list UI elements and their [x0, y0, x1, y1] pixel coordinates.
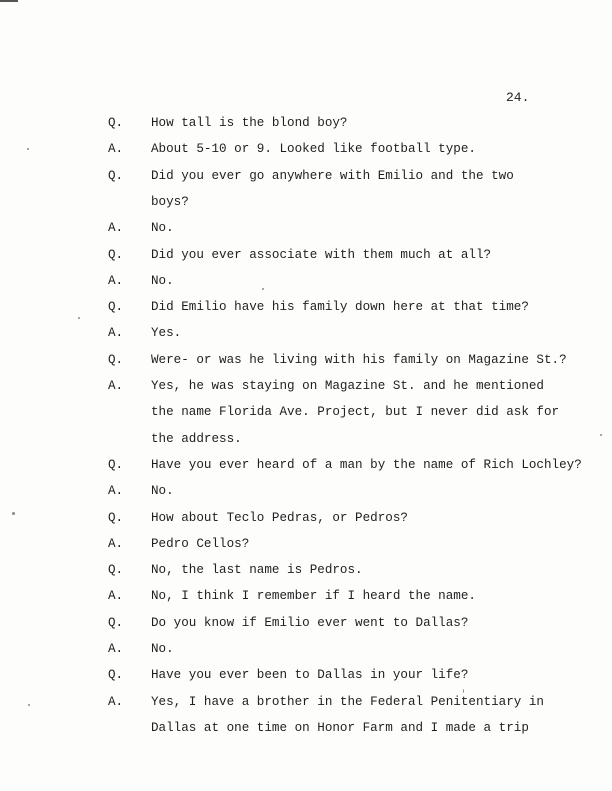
scan-speck [262, 288, 264, 290]
speaker-label: Q. [108, 300, 124, 315]
speaker-label: A. [108, 379, 124, 393]
speaker-label: Q. [108, 247, 124, 262]
page-number: 24. [506, 90, 530, 105]
line-text: Yes, he was staying on Magazine St. and he mentioned [151, 379, 544, 393]
line-text: Have you ever heard of a man by the name of Rich Lochley? [151, 457, 582, 472]
line-text: No, the last name is Pedros. [151, 563, 363, 578]
scan-speck [27, 148, 29, 150]
line-text: Did Emilio have his family down here at that time? [151, 300, 529, 315]
speaker-label: Q. [108, 615, 124, 630]
line-text: boys? [151, 194, 189, 209]
line-text: No. [151, 484, 174, 499]
scan-speck [12, 512, 15, 515]
line-text: Did you ever associate with them much at all? [151, 247, 492, 262]
line-text: No, I think I remember if I heard the name. [151, 589, 476, 604]
line-text: No. [151, 273, 174, 288]
speaker-label: A. [108, 326, 124, 341]
speaker-label: A. [108, 642, 124, 656]
speaker-label: A. [108, 589, 124, 604]
line-text: How tall is the blond boy? [151, 116, 348, 130]
speaker-label: Q. [108, 510, 124, 525]
line-text: How about Teclo Pedras, or Pedros? [151, 510, 408, 525]
speaker-label: Q. [108, 668, 124, 683]
speaker-label: A. [108, 273, 124, 288]
line-text: About 5-10 or 9. Looked like football type. [151, 142, 476, 157]
line-text: Dallas at one time on Honor Farm and I made a trip [151, 720, 529, 735]
scan-speck [463, 689, 464, 693]
scan-edge-mark [0, 0, 18, 2]
speaker-label: A. [108, 694, 124, 709]
line-text: Yes, I have a brother in the Federal Penitentiary in [151, 694, 544, 709]
speaker-label: A. [108, 142, 124, 157]
line-text: Did you ever go anywhere with Emilio and the two [151, 168, 514, 183]
scan-speck [78, 317, 80, 319]
speaker-label: Q. [108, 168, 124, 183]
scan-speck [28, 704, 30, 706]
scan-speck [600, 434, 602, 436]
speaker-label: Q. [108, 352, 124, 367]
line-text: Do you know if Emilio ever went to Dallas? [151, 615, 469, 630]
line-text: Have you ever been to Dallas in your life? [151, 668, 469, 683]
line-text: Yes. [151, 326, 182, 341]
speaker-label: A. [108, 484, 124, 499]
line-text: the name Florida Ave. Project, but I never did ask for [151, 405, 560, 420]
line-text: the address. [151, 431, 242, 446]
speaker-label: Q. [108, 563, 124, 578]
line-text: No. [151, 642, 174, 656]
line-text: Were- or was he living with his family on Magazine St.? [151, 352, 567, 367]
speaker-label: A. [108, 221, 124, 236]
line-text: No. [151, 221, 174, 236]
speaker-label: Q. [108, 116, 124, 130]
speaker-label: Q. [108, 457, 124, 472]
line-text: Pedro Cellos? [151, 536, 250, 551]
speaker-label: A. [108, 536, 124, 551]
